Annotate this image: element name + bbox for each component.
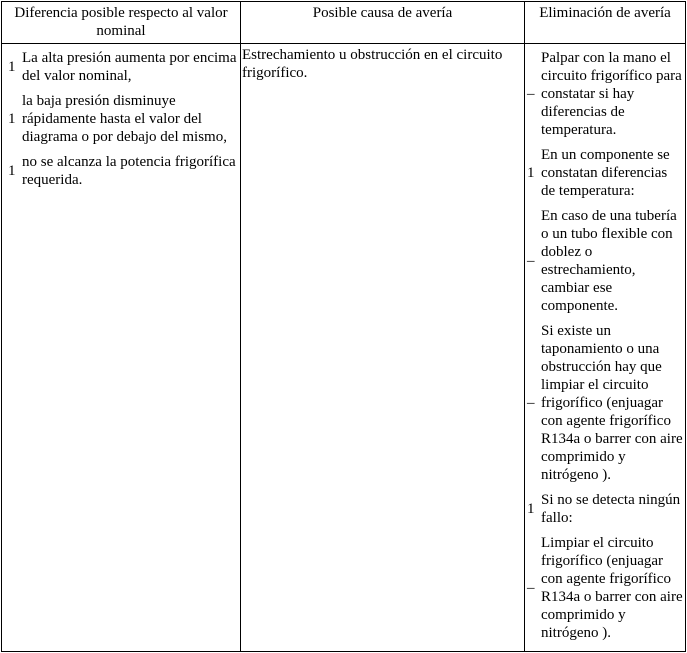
- list-item-text: En caso de una tubería o un tubo flexible con doblez o estrechamiento, cambiar ese componente.: [541, 208, 677, 314]
- list-marker: 1: [527, 165, 535, 181]
- list-item-text: no se alcanza la potencia frigorífica requerida.: [22, 154, 236, 188]
- list-item: [527, 534, 685, 642]
- list-marker: 1: [8, 163, 16, 179]
- cause-text: Estrechamiento u obstrucción en el circuito frigorífico.: [242, 47, 503, 81]
- header-deviation: Diferencia posible respecto al valor nominal: [2, 2, 241, 44]
- list-item: [8, 92, 240, 146]
- fault-diagnosis-table: [1, 1, 686, 652]
- list-item-text: Limpiar el circuito frigorífico (enjuagar con agente frigorífico R134a o barrer con aire comprimido y nitrógeno ).: [541, 535, 683, 641]
- list-marker: 1: [527, 501, 535, 517]
- list-marker: –: [527, 395, 535, 411]
- list-marker: –: [527, 253, 535, 269]
- cause-cell: [241, 44, 525, 652]
- list-item: [527, 207, 685, 315]
- remedy-cell: [525, 44, 686, 652]
- table-header-row: [2, 2, 686, 44]
- list-item-text: En un componente se constatan diferencias de temperatura:: [541, 147, 670, 199]
- list-marker: –: [527, 86, 535, 102]
- list-item-text: Si no se detecta ningún fallo:: [541, 492, 681, 526]
- list-item: [8, 49, 240, 85]
- deviation-cell: [2, 44, 241, 652]
- list-item: [527, 146, 685, 200]
- list-item: [527, 491, 685, 527]
- list-item: [527, 49, 685, 139]
- list-item: [8, 153, 240, 189]
- list-marker: 1: [8, 59, 16, 75]
- list-item-text: Si existe un taponamiento o una obstrucción hay que limpiar el circuito frigorífico (enjuagar con agente frigorífico R134a o barrer con aire comprimido y nitrógeno ).: [541, 323, 683, 483]
- list-item-text: La alta presión aumenta por encima del valor nominal,: [22, 50, 237, 84]
- table-row: [2, 44, 686, 652]
- list-item-text: la baja presión disminuye rápidamente hasta el valor del diagrama o por debajo del mismo,: [22, 93, 227, 145]
- list-item-text: Palpar con la mano el circuito frigorífico para constatar si hay diferencias de temperatura.: [541, 50, 682, 138]
- list-marker: 1: [8, 111, 16, 127]
- list-marker: –: [527, 580, 535, 596]
- header-remedy: Eliminación de avería: [525, 2, 686, 44]
- list-item: [527, 322, 685, 484]
- header-cause: Posible causa de avería: [241, 2, 525, 44]
